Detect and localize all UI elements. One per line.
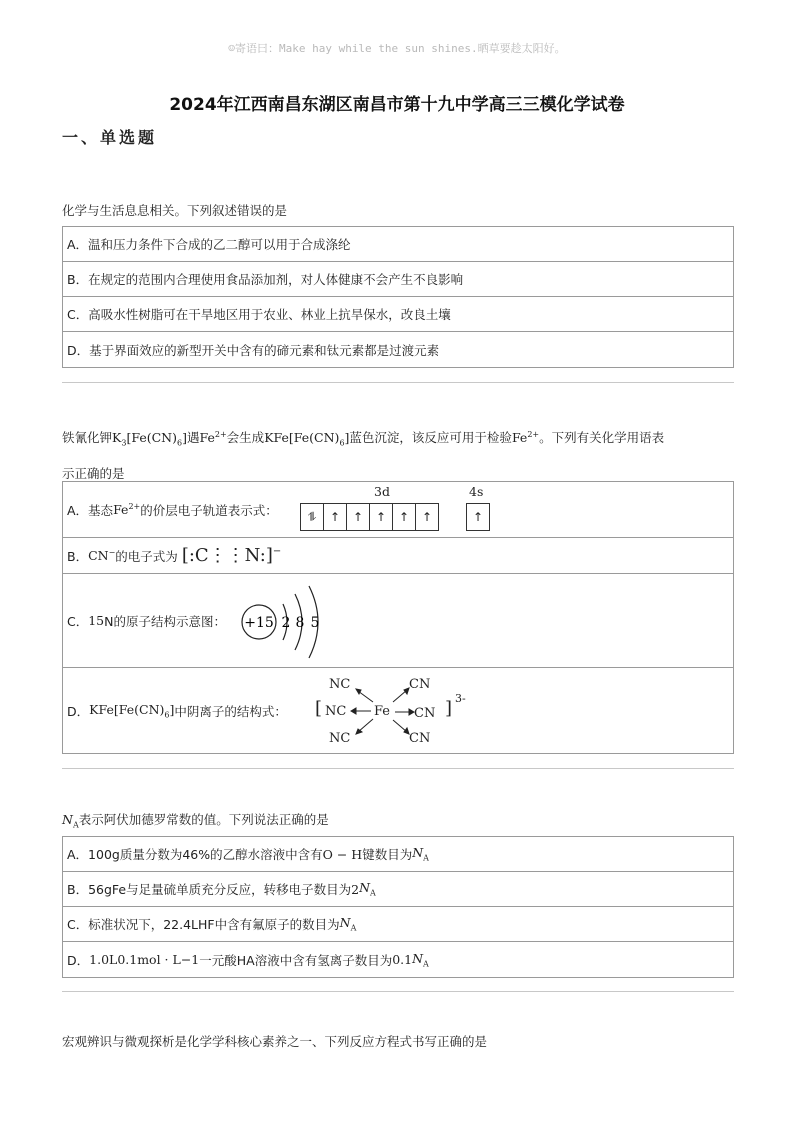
central-atom: Fe bbox=[374, 704, 391, 719]
divider bbox=[62, 991, 734, 992]
q3-stem: $N_A$表示阿伏加德罗常数的值。下列说法正确的是 bbox=[62, 812, 329, 830]
bond-arrow bbox=[358, 719, 373, 732]
ligand: CN bbox=[409, 731, 431, 746]
complex-ion-structure bbox=[303, 672, 473, 750]
orbital-box: ↑ bbox=[347, 504, 370, 530]
ligand: NC bbox=[325, 704, 347, 719]
q2-option-a[interactable]: A．基态 $Fe^{2+}$ 的价层电子轨道表示式： 3d 4s ⥮ ↑ ↑ ↑ ↑ ↑ ↑ bbox=[63, 482, 733, 538]
ligand: CN bbox=[414, 706, 436, 721]
right-bracket: ] bbox=[445, 698, 453, 719]
orbital-box: ↑ bbox=[472, 510, 484, 524]
orbital-box: ⥮ bbox=[301, 504, 324, 530]
electron-formula: [:C⋮⋮N:]− bbox=[181, 545, 282, 566]
q2-option-d[interactable]: D． $KFe[Fe(CN)_6]$ 中阴离子的结构式： [ NC NC NC Fe CN CN CN ] 3- bbox=[63, 668, 733, 753]
atom-structure-diagram bbox=[239, 582, 349, 662]
orbital-box: ↑ bbox=[421, 510, 433, 524]
section-heading: 一、单选题 bbox=[62, 128, 158, 147]
q1-option-c[interactable]: C．高吸水性树脂可在干旱地区用于农业、林业上抗旱保水，改良土壤 bbox=[63, 297, 733, 332]
q1-options bbox=[62, 226, 734, 368]
shell-count: 8 bbox=[295, 615, 305, 631]
arrow-head bbox=[404, 728, 409, 734]
bond-arrow bbox=[358, 691, 373, 702]
ligand: CN bbox=[409, 677, 431, 692]
nucleus-charge: +15 bbox=[244, 615, 274, 631]
q2-option-b[interactable]: B． CN− 的电子式为 [:C⋮⋮N:]− bbox=[63, 538, 733, 574]
divider bbox=[62, 768, 734, 769]
label-3d: 3d bbox=[374, 484, 390, 499]
label-4s: 4s bbox=[469, 484, 484, 499]
q4-stem: 宏观辨识与微观探析是化学学科核心素养之一、下列反应方程式书写正确的是 bbox=[62, 1034, 488, 1049]
ligand: NC bbox=[329, 731, 351, 746]
q1-option-a[interactable]: A．温和压力条件下合成的乙二醇可以用于合成涤纶 bbox=[63, 227, 733, 262]
q2-option-c[interactable]: C． 15 N的原子结构示意图： +15 2 8 5 bbox=[63, 574, 733, 668]
q3-option-d[interactable]: D． 1.0L0.1mol · L −1 一元酸HA溶液中含有氢离子数目为 0.1 $N_A$ bbox=[67, 950, 429, 969]
orbital-box: ↑ bbox=[393, 504, 416, 530]
shell-count: 5 bbox=[310, 615, 320, 631]
q1-option-d[interactable]: D．基于界面效应的新型开关中含有的碲元素和钛元素都是过渡元素 bbox=[67, 342, 440, 358]
orbital-4s bbox=[466, 503, 490, 531]
orbital-3d bbox=[300, 503, 439, 531]
shell-count: 2 bbox=[281, 615, 291, 631]
q3-option-c[interactable]: C．标准状况下，22.4LHF中含有氟原子的数目为 $N_A$ bbox=[63, 907, 733, 942]
orbital-box: ↑ bbox=[370, 504, 393, 530]
q3-option-b[interactable]: B．56gFe与足量硫单质充分反应，转移电子数目为 2 $N_A$ bbox=[63, 872, 733, 907]
q3-options bbox=[62, 836, 734, 978]
orbital-box: ↑ bbox=[324, 504, 347, 530]
page-title: 2024年江西南昌东湖区南昌市第十九中学高三三模化学试卷 bbox=[169, 95, 625, 115]
q1-option-b[interactable]: B．在规定的范围内合理使用食品添加剂，对人体健康不会产生不良影响 bbox=[63, 262, 733, 297]
left-bracket: [ bbox=[315, 698, 323, 719]
arrow-head bbox=[351, 708, 356, 714]
q2-stem: 铁氰化钾$K_3[Fe(CN)_6]$遇$Fe^{2+}$会生成$KFe[Fe(CN)_6]$蓝色沉淀，该反应可用于检验$Fe^{2+}$。下列有关化学用语表 示正确的是 bbox=[62, 430, 665, 481]
ligand: NC bbox=[329, 677, 351, 692]
ion-charge: 3- bbox=[455, 692, 466, 705]
motto: ☺寄语曰：Make hay while the sun shines.晒草要趁太阳好。 bbox=[228, 42, 566, 55]
arrow-head bbox=[404, 688, 409, 694]
q1-stem: 化学与生活息息相关。下列叙述错误的是 bbox=[62, 203, 288, 218]
q3-option-a[interactable]: A．100g质量分数为46%的乙醇水溶液中含有 O − H 键数目为 $N_A$ bbox=[63, 837, 733, 872]
q2-options bbox=[62, 481, 734, 754]
divider bbox=[62, 382, 734, 383]
